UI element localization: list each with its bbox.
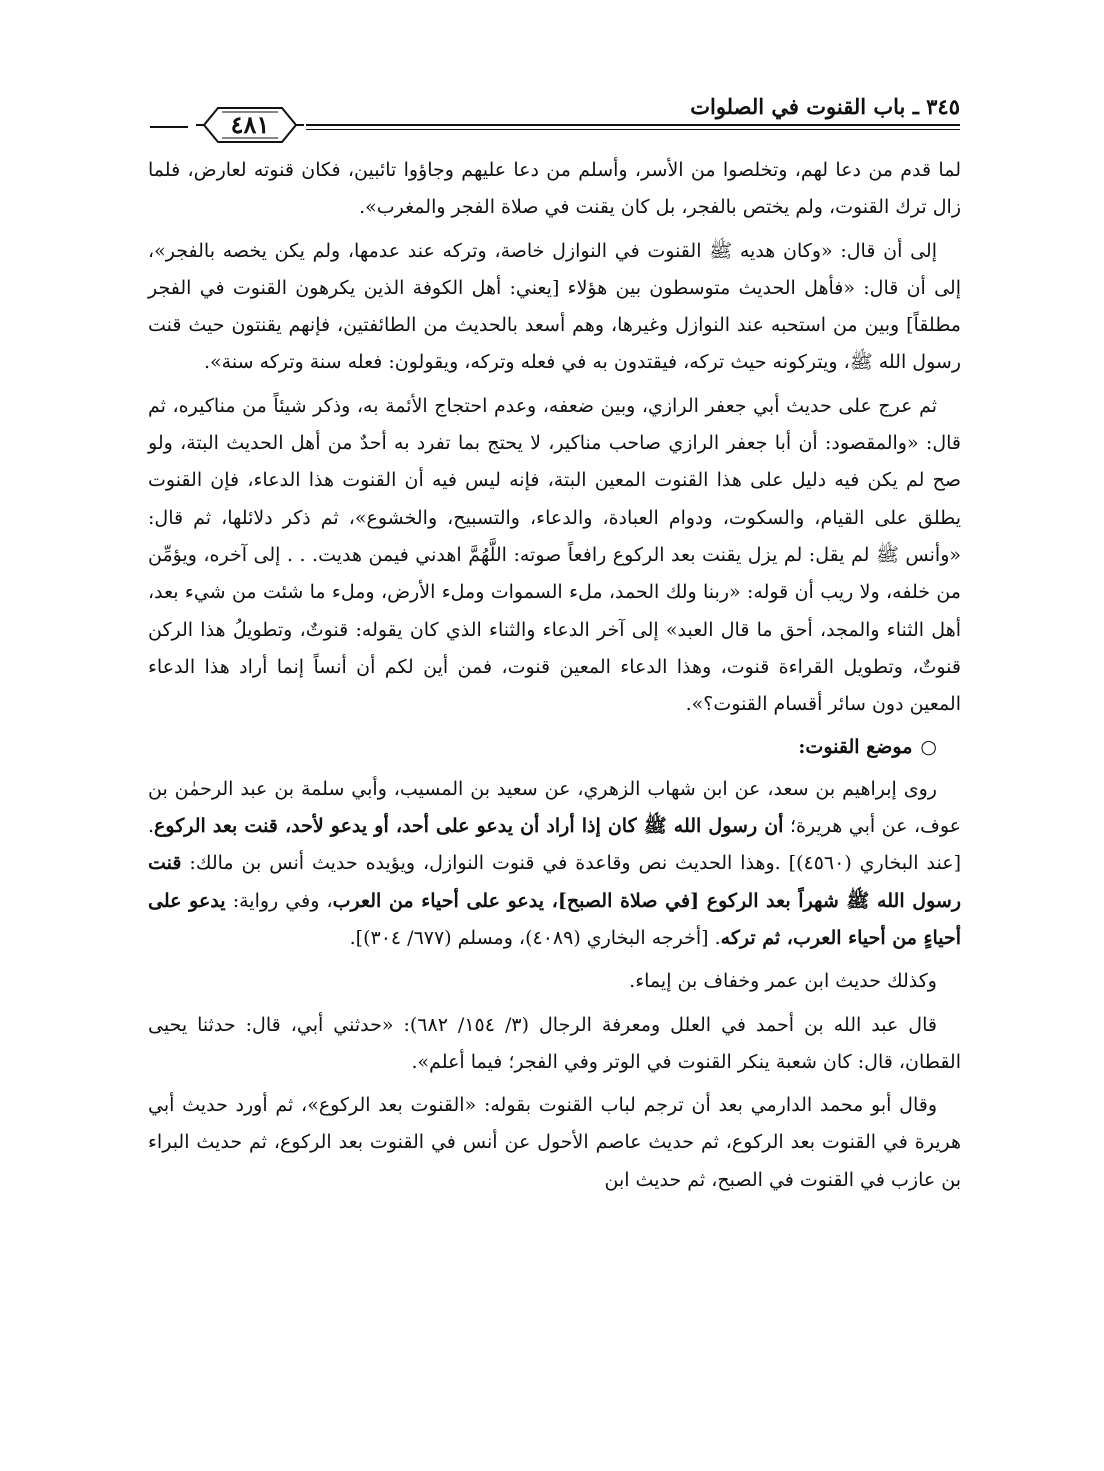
hadith-quote: أن رسول الله ﷺ كان إذا أراد أن يدعو على أحد، أو يدعو لأحد، قنت بعد الركوع xyxy=(154,815,784,838)
section-heading-text: موضع القنوت: xyxy=(798,736,913,759)
section-heading xyxy=(148,729,961,766)
header-rule-right-lower xyxy=(306,129,960,130)
page-number-badge xyxy=(194,102,306,148)
header-rule-left xyxy=(150,126,188,128)
paragraph: إلى أن قال: «وكان هديه ﷺ القنوت في النوازل خاصة، وتركه عند عدمها، ولم يكن يخصه بالفجر»، إلى أن قال: «فأهل الحديث متوسطون بين هؤلاء [يعني: أهل الكوفة الذين يكرهون القنوت في الفجر مطلقاً] وبين من استحبه عند النوازل وغيرها، وهم أسعد بالحديث من الطائفتين، فإنهم يقنتون حيث قنت رسول الله ﷺ، ويتركونه حيث تركه، فيقتدون به في فعله وتركه، ويقولون: فعله سنة وتركه سنة». xyxy=(148,239,961,374)
text-run: روى إبراهيم بن سعد، عن ابن شهاب الزهري، عن سعيد بن المسيب، وأبي سلمة بن عبد الرحمٰن بن عوف، عن أبي هريرة؛ xyxy=(148,777,961,838)
circle-bullet-icon: ○ xyxy=(920,736,937,759)
hadith-quote: يدعو على أحياءٍ من أحياء العرب، ثم تركه xyxy=(148,889,961,949)
text-run: . [أخرجه البخاري (٤٠٨٩)، ومسلم (٦٧٧/ ٣٠٤)]. xyxy=(349,926,721,949)
chapter-title: ٣٤٥ ـ باب القنوت في الصلوات xyxy=(690,94,960,119)
hadith-quote: قنت رسول الله ﷺ شهراً بعد الركوع [في صلاة الصبح]، يدعو على أحياء من العرب xyxy=(148,852,962,912)
running-header xyxy=(150,92,960,148)
paragraph: وكذلك حديث ابن عمر وخفاف بن إيماء. xyxy=(629,970,937,993)
page-number: ٤٨١ xyxy=(230,110,270,139)
paragraph: لما قدم من دعا لهم، وتخلصوا من الأسر، وأسلم من دعا عليهم وجاؤوا تائبين، فكان قنوته لعارض، فلما زال ترك القنوت، ولم يختص بالفجر، بل كان يقنت في صلاة الفجر والمغرب». xyxy=(148,159,961,219)
paragraph: قال عبد الله بن أحمد في العلل ومعرفة الرجال (٣/ ١٥٤/ ٦٨٢): «حدثني أبي، قال: حدثنا يحيى القطان، قال: كان شعبة ينكر القنوت في الوتر وفي الفجر؛ فيما أعلم». xyxy=(148,1013,961,1073)
paragraph xyxy=(148,771,961,957)
text-run: . [عند البخاري (٤٥٦٠)] .وهذا الحديث نص وقاعدة في قنوت النوازل، ويؤيده حديث أنس بن مالك: xyxy=(148,815,961,875)
text-run: ، وفي رواية: xyxy=(225,889,333,912)
paragraph: ثم عرج على حديث أبي جعفر الرازي، وبين ضعفه، وعدم احتجاج الأئمة به، وذكر شيئاً من مناكيره، ثم قال: «والمقصود: أن أبا جعفر الرازي صاحب مناكير، لا يحتج بما تفرد به أحدٌ من أهل الحديث البتة، ولو صح لم يكن فيه دليل على هذا القنوت المعين البتة، فإنه ليس فيه أن القنوت هذا الدعاء، فإن القنوت يطلق على القيام، والسكوت، ودوام العبادة، والدعاء، والتسبيح، والخشوع»، ثم ذكر دلائلها، ثم قال: «وأنس ﷺ لم يقل: لم يزل يقنت بعد الركوع رافعاً صوته: اللَّهُمَّ اهدني فيمن هديت. . . إلى آخره، ويؤمِّن من خلفه، ولا ريب أن قوله: «ربنا ولك الحمد، ملء السموات وملء الأرض، وملء ما شئت من شيء بعد، أهل الثناء والمجد، أحق ما قال العبد» إلى آخر الدعاء والثناء الذي كان يقوله: قنوتٌ، وتطويلُ هذا الركن قنوتٌ، وتطويل القراءة قنوت، وهذا الدعاء المعين قنوت، فمن أين لكم أن أنساً إنما أراد هذا الدعاء المعين دون سائر أقسام القنوت؟». xyxy=(148,394,961,716)
header-rule-right xyxy=(306,124,960,126)
paragraph: وقال أبو محمد الدارمي بعد أن ترجم لباب القنوت بقوله: «القنوت بعد الركوع»، ثم أورد حديث أبي هريرة في القنوت بعد الركوع، ثم حديث عاصم الأحول عن أنس في القنوت بعد الركوع، ثم حديث البراء بن عازب في القنوت في الصبح، ثم حديث ابن xyxy=(148,1094,961,1191)
page-body xyxy=(148,152,961,1205)
